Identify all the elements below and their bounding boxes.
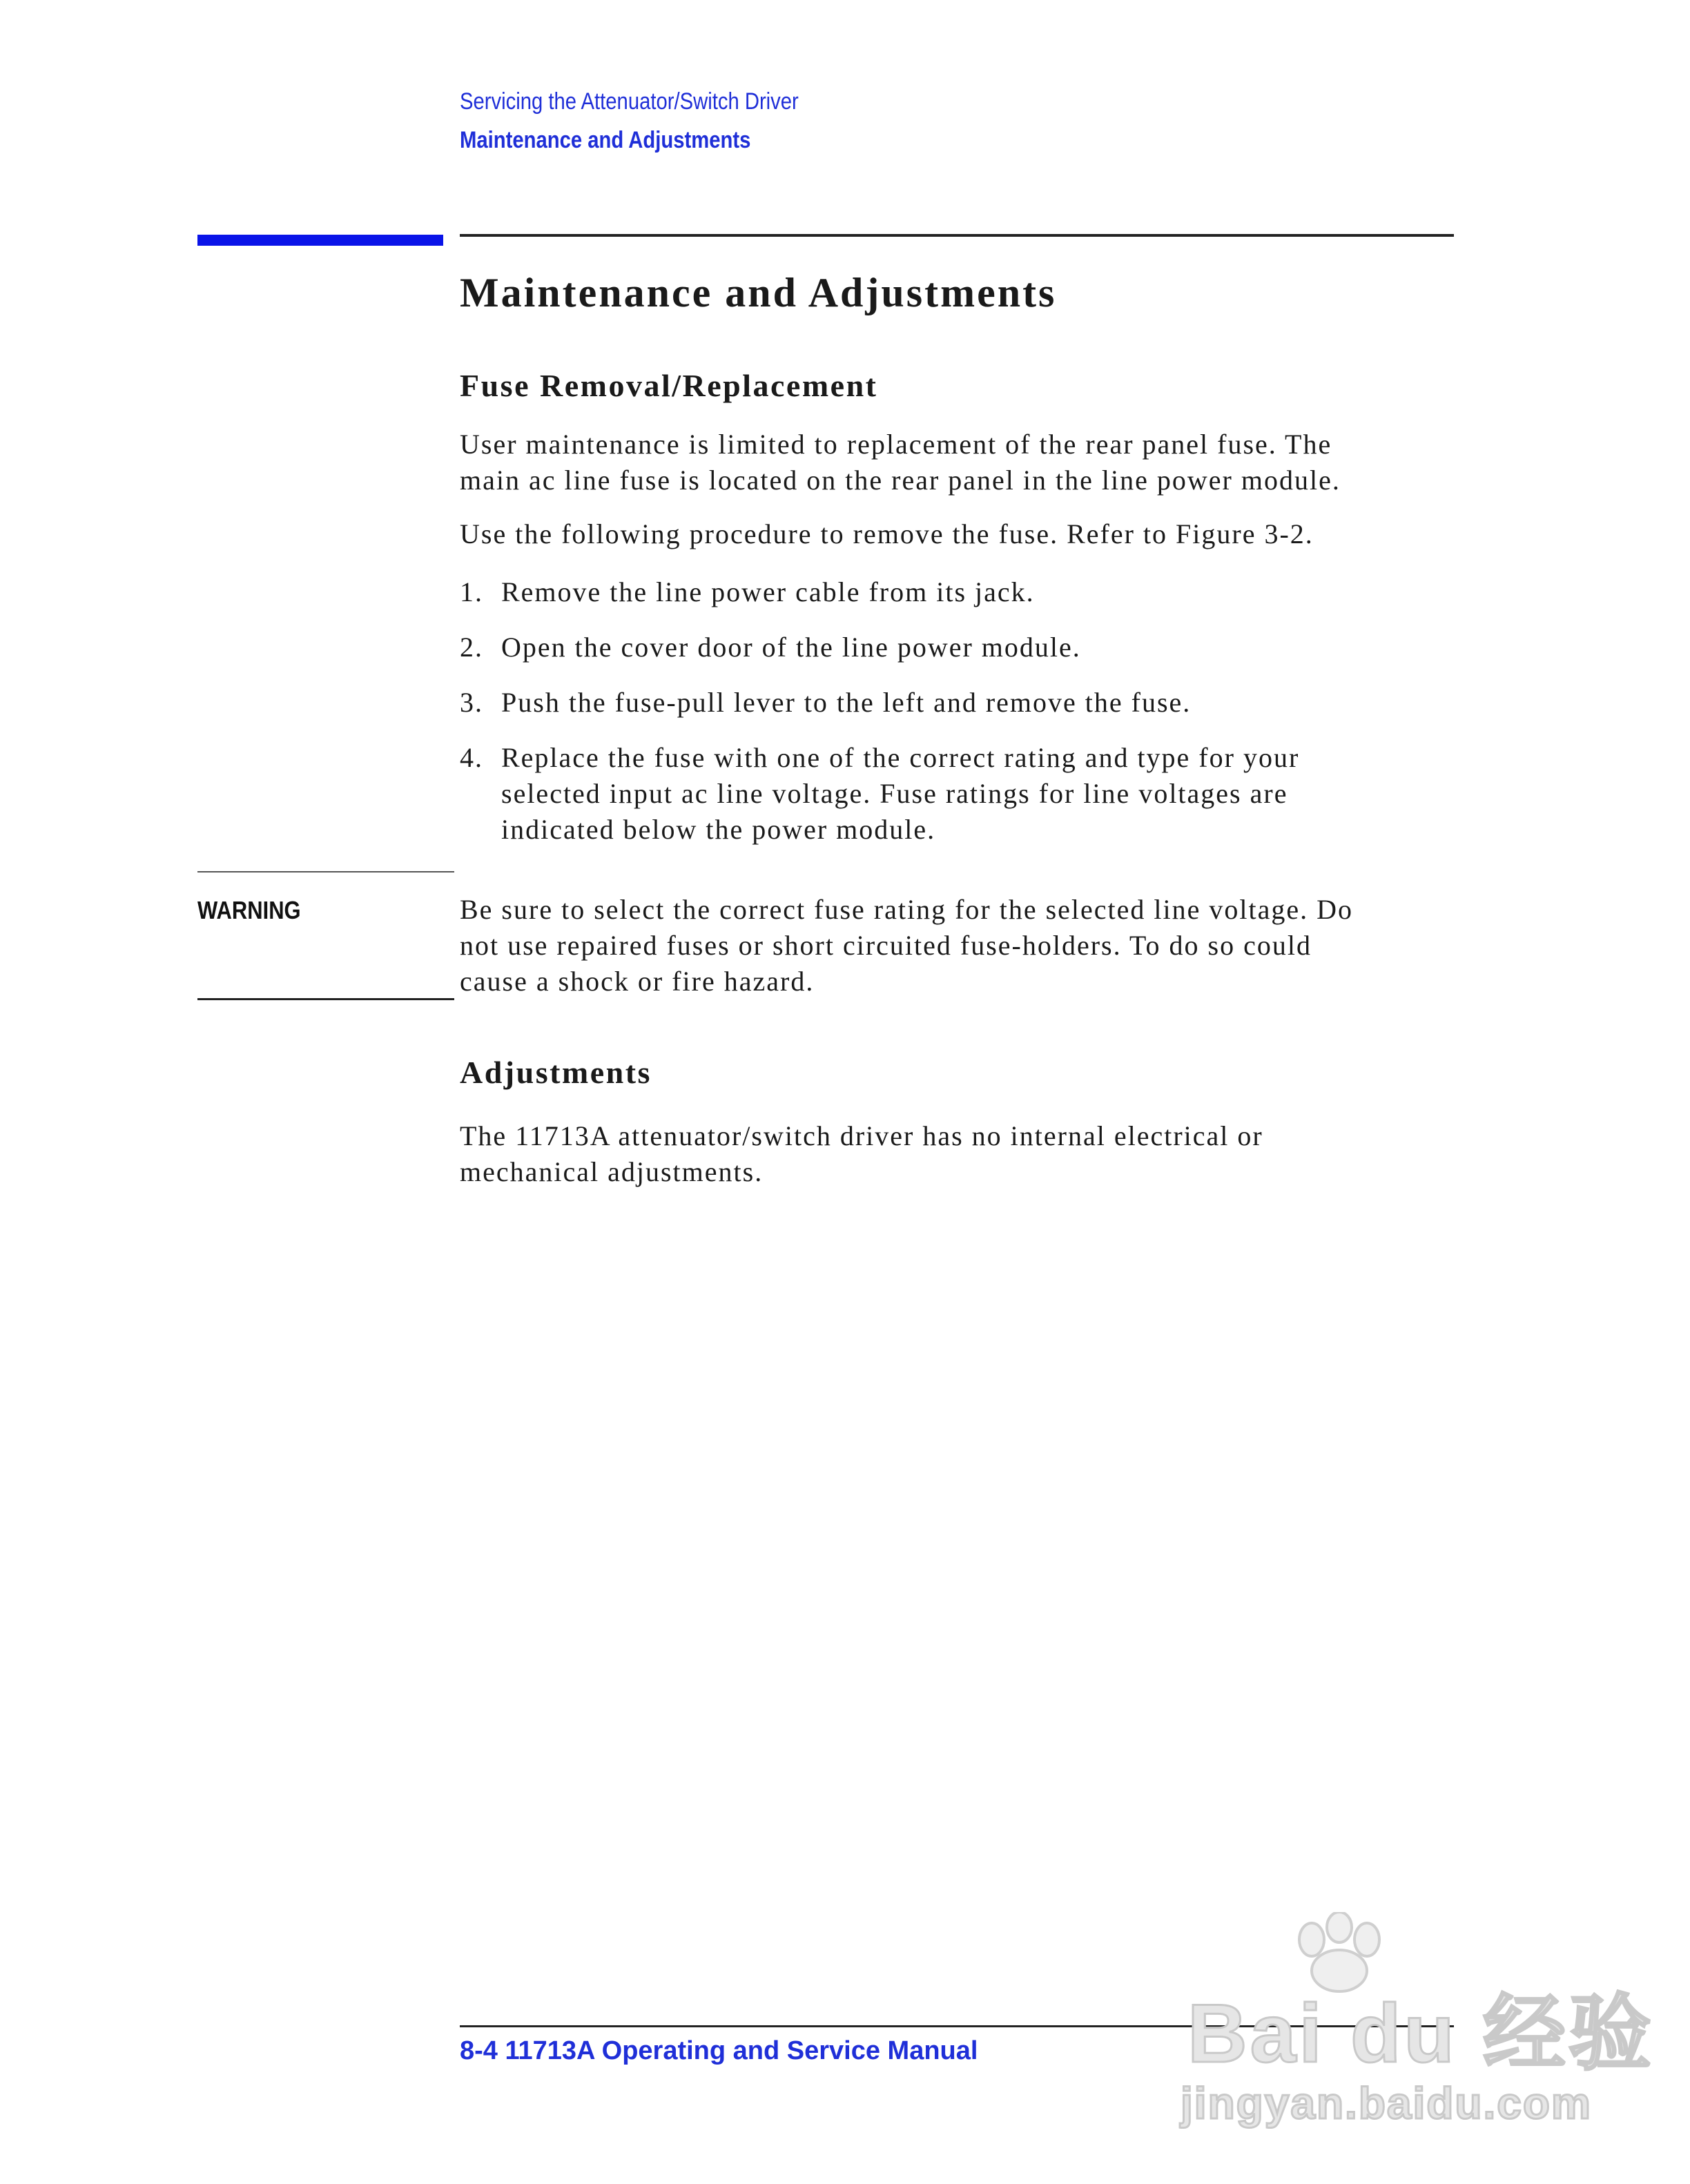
watermark-url: jingyan.baidu.com: [1181, 2078, 1592, 2128]
step-text: indicated below the power module.: [501, 814, 936, 845]
fuse-intro-line-2: main ac line fuse is located on the rear panel in the line power module.: [460, 465, 1341, 496]
section-marker-bar: [197, 235, 443, 246]
step-text: Remove the line power cable from its jack.: [501, 576, 1035, 607]
warning-label: WARNING: [197, 896, 301, 924]
fuse-heading: Fuse Removal/Replacement: [460, 368, 878, 403]
step-text: Replace the fuse with one of the correct rating and type for your: [501, 742, 1300, 773]
warning-line: cause a shock or fire hazard.: [460, 966, 815, 997]
step-number: 4.: [460, 742, 483, 773]
warning-line: Be sure to select the correct fuse rating for the selected line voltage. Do: [460, 894, 1353, 925]
warning-bottom-rule: [197, 998, 454, 1000]
fuse-procedure-intro: Use the following procedure to remove the fuse. Refer to Figure 3-2.: [460, 518, 1314, 549]
step-text: Push the fuse-pull lever to the left and remove the fuse.: [501, 687, 1192, 718]
page-footer: 8-4 11713A Operating and Service Manual: [460, 2036, 978, 2065]
top-divider: [460, 234, 1454, 237]
warning-line: not use repaired fuses or short circuited fuse-holders. To do so could: [460, 930, 1312, 961]
adjustments-line-2: mechanical adjustments.: [460, 1156, 764, 1187]
fuse-intro-line-1: User maintenance is limited to replacement of the rear panel fuse. The: [460, 429, 1332, 460]
adjustments-heading: Adjustments: [460, 1055, 652, 1090]
running-header-chapter: Servicing the Attenuator/Switch Driver: [460, 88, 799, 115]
step-number: 2.: [460, 632, 483, 663]
adjustments-line-1: The 11713A attenuator/switch driver has no internal electrical or: [460, 1120, 1263, 1151]
running-header-section: Maintenance and Adjustments: [460, 127, 751, 153]
warning-top-rule: [197, 871, 454, 872]
page-title: Maintenance and Adjustments: [460, 270, 1057, 315]
step-number: 1.: [460, 576, 483, 607]
watermark-brand: Bai du 经验: [1187, 1987, 1655, 2080]
step-text: selected input ac line voltage. Fuse ratings for line voltages are: [501, 778, 1288, 809]
step-number: 3.: [460, 687, 483, 718]
step-text: Open the cover door of the line power module.: [501, 632, 1081, 663]
